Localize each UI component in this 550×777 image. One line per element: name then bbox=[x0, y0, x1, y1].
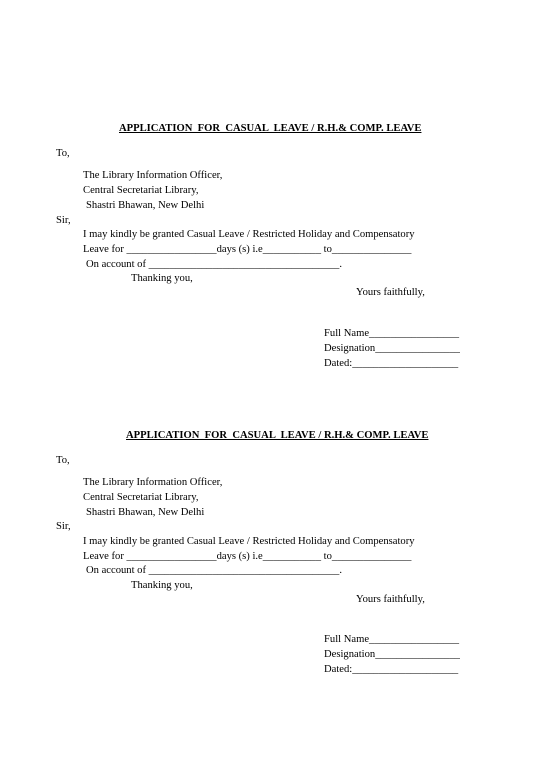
body-line: Leave for _________________days (s) i.e___________ to_______________ bbox=[83, 244, 412, 255]
body-line: On account of ____________________________________. bbox=[86, 259, 342, 270]
to-line: To, bbox=[56, 148, 70, 159]
designation-field: Designation________________ bbox=[324, 649, 460, 660]
address-line: Shastri Bhawan, New Delhi bbox=[86, 507, 205, 518]
dated-field: Dated:____________________ bbox=[324, 358, 459, 369]
address-line: The Library Information Officer, bbox=[83, 477, 223, 488]
closing-line: Yours faithfully, bbox=[356, 287, 425, 298]
closing-line: Yours faithfully, bbox=[356, 594, 425, 605]
thanking-line: Thanking you, bbox=[131, 273, 193, 284]
form-title: APPLICATION FOR CASUAL LEAVE / R.H.& COMP. LEAVE bbox=[126, 430, 429, 441]
designation-field: Designation________________ bbox=[324, 343, 460, 354]
full-name-field: Full Name_________________ bbox=[324, 328, 460, 339]
address-line: The Library Information Officer, bbox=[83, 170, 223, 181]
body-line: On account of ____________________________________. bbox=[86, 565, 342, 576]
body-line: I may kindly be granted Casual Leave / Restricted Holiday and Compensatory bbox=[83, 229, 415, 240]
to-line: To, bbox=[56, 455, 70, 466]
thanking-line: Thanking you, bbox=[131, 580, 193, 591]
dated-field: Dated:____________________ bbox=[324, 664, 459, 675]
full-name-field: Full Name_________________ bbox=[324, 634, 460, 645]
body-line: Leave for _________________days (s) i.e___________ to_______________ bbox=[83, 551, 412, 562]
address-line: Central Secretariat Library, bbox=[83, 185, 199, 196]
body-line: I may kindly be granted Casual Leave / Restricted Holiday and Compensatory bbox=[83, 536, 415, 547]
salutation: Sir, bbox=[56, 215, 71, 226]
form-title: APPLICATION FOR CASUAL LEAVE / R.H.& COMP. LEAVE bbox=[119, 123, 422, 134]
salutation: Sir, bbox=[56, 521, 71, 532]
address-line: Central Secretariat Library, bbox=[83, 492, 199, 503]
address-line: Shastri Bhawan, New Delhi bbox=[86, 200, 205, 211]
